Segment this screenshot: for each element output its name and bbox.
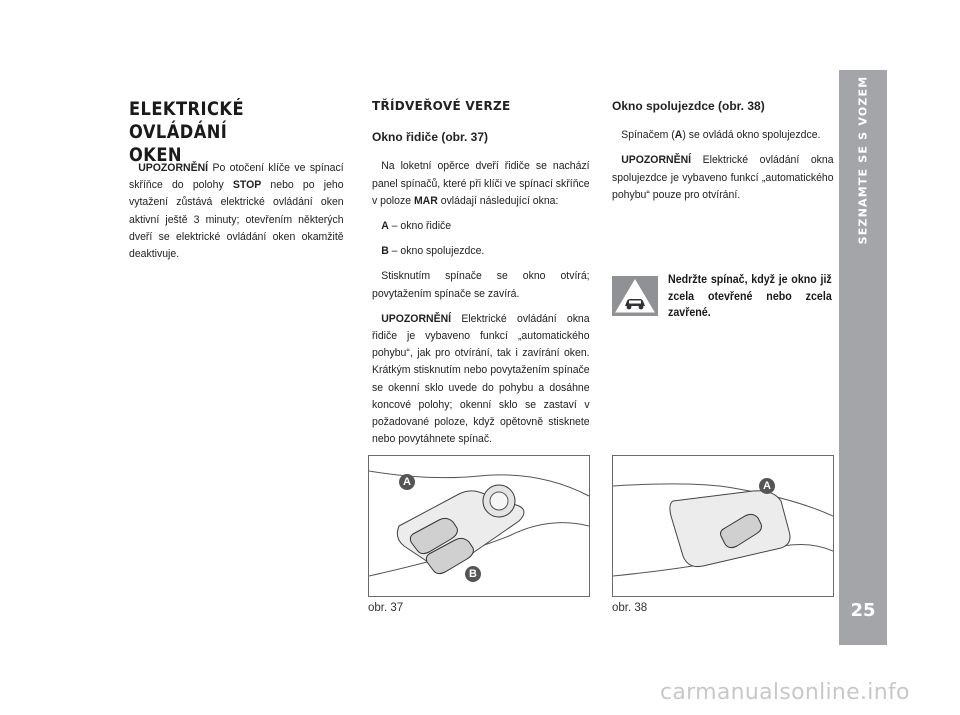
page-number: 25 <box>850 600 876 621</box>
title-line-2: OKEN <box>129 145 182 166</box>
passenger-window-subheading: Okno spolujezdce (obr. 38) <box>612 99 765 113</box>
middle-warning-text: Elektrické ovládání okna řidiče je vybaveno funkcí „automatického pohybu“, jak pro otvírání, tak i zavírání oken. Krátkým stisknutím nebo povytažením spínače se okenní sklo uvede do pohybu a dosáhne koncové polohy; okenní sklo se zastaví v požadované poloze, když opětovně stisknete nebo povytáhnete spínač. <box>372 312 590 446</box>
caution-text: Nedržte spínač, když je okno již zcela otevřené nebo zcela zavřené. <box>668 273 832 319</box>
fig37-label-a: A <box>399 474 415 490</box>
figure-38-caption: obr. 38 <box>612 602 648 614</box>
driver-window-paragraph <box>372 158 590 210</box>
item-b <box>372 243 599 260</box>
fig37-label-b: B <box>465 566 481 582</box>
passenger-key: A <box>674 129 683 142</box>
figure-38-illustration <box>613 456 833 596</box>
driver-text-a: Na loketní opěrce dveří řidiče se nachází panel spínačů, které při klíči ve spínací skříňce v poloze <box>372 160 590 207</box>
right-warning-label: UPOZORNĚNÍ <box>621 154 692 167</box>
item-a-text: – okno řidiče <box>388 220 452 233</box>
passenger-text-a: Spínačem ( <box>621 129 675 142</box>
driver-text-b: ovládají následující okna: <box>437 194 559 207</box>
switch-paragraph: Stisknutím spínače se okno otvírá; povytažením spínače se zavírá. <box>372 270 590 300</box>
mar-keyword: MAR <box>413 194 438 207</box>
car-warning-icon <box>612 276 658 316</box>
title-line-1: ELEKTRICKÉ OVLÁDÁNÍ <box>129 99 245 143</box>
three-door-heading: TŘÍDVEŘOVÉ VERZE <box>372 99 511 113</box>
left-column <box>129 160 344 271</box>
sidebar-title-wrap <box>839 70 887 270</box>
item-a-key: A <box>381 220 389 233</box>
middle-warning-paragraph <box>372 311 590 449</box>
right-column <box>612 98 834 212</box>
sidebar-section-title: SEZNAMTE SE S VOZEM <box>856 75 870 245</box>
figure-38 <box>612 455 834 597</box>
fig38-label-a: A <box>759 478 775 494</box>
stop-keyword: STOP <box>232 179 262 192</box>
right-warning-paragraph <box>612 152 834 204</box>
middle-warning-label: UPOZORNĚNÍ <box>381 312 452 325</box>
driver-window-subheading: Okno řidiče (obr. 37) <box>372 130 489 145</box>
item-b-text: – okno spolujezdce. <box>388 245 485 258</box>
warning-text-2: nebo po jeho vytažení zůstává elektrické ovládání oken aktivní ještě 3 minuty; otevřením některých dveří se elektrické ovládání oken okamžitě deaktivuje. <box>129 179 344 261</box>
middle-column <box>372 98 590 456</box>
right-warning-text: Elektrické ovládání okna spolujezdce je vybaveno funkcí „automatického pohybu“ pouze pro otvírání. <box>612 154 834 201</box>
watermark: carmanualsonline.info <box>660 680 910 705</box>
section-title <box>129 98 318 167</box>
item-b-key: B <box>381 245 389 258</box>
warning-text-1: Po otočení klíče ve spínací skříňce do polohy <box>129 162 344 192</box>
figure-37 <box>368 455 590 597</box>
warning-label: UPOZORNĚNÍ <box>138 162 209 174</box>
passenger-text-b: ) se ovládá okno spolujezdce. <box>682 129 821 142</box>
passenger-paragraph <box>612 127 834 144</box>
figure-37-caption: obr. 37 <box>368 602 404 614</box>
left-warning-paragraph <box>129 160 344 263</box>
item-a <box>372 218 599 235</box>
